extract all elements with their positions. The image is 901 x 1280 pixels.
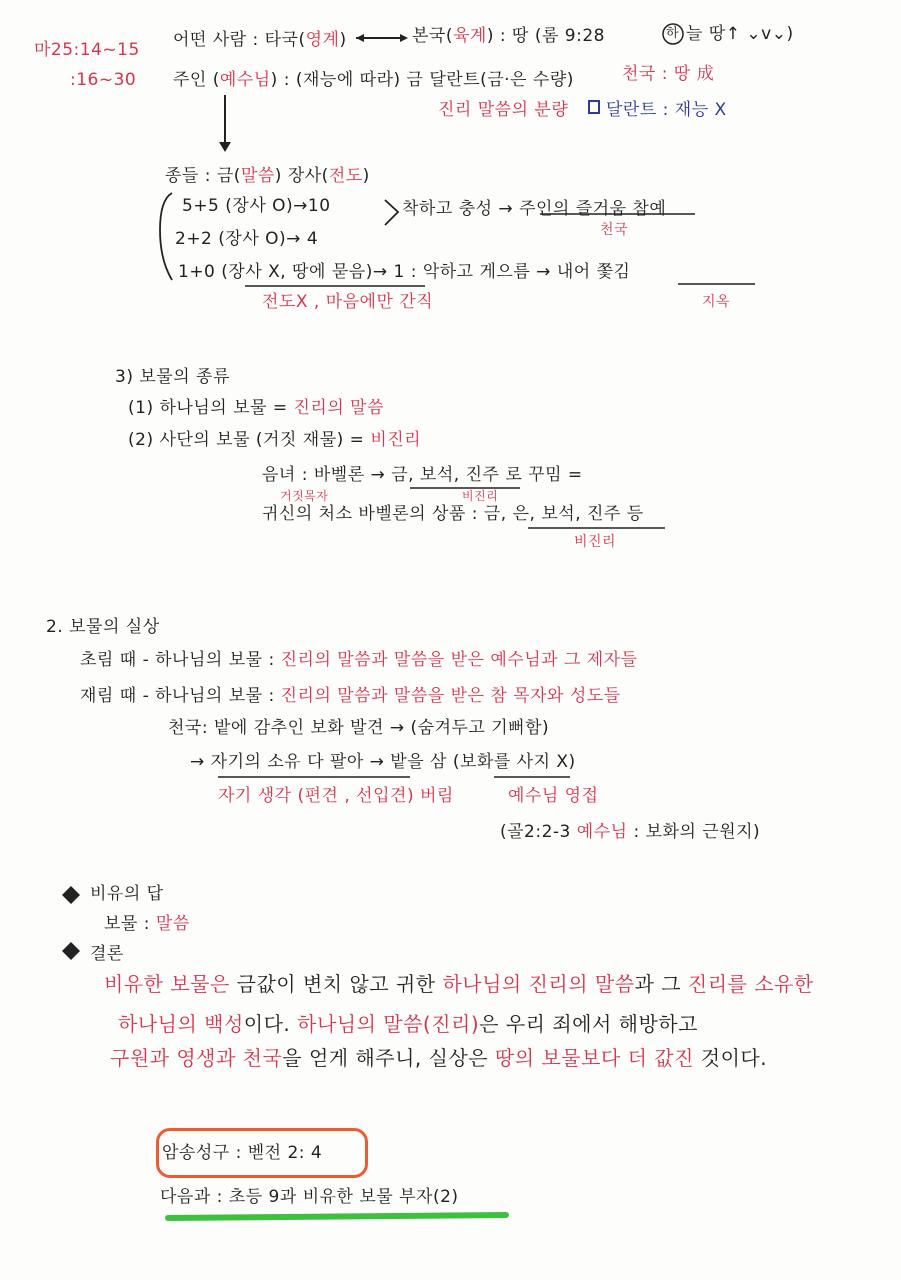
hell-label: 지옥 (702, 294, 731, 310)
talent-note: 달란트 : 재능 X (606, 100, 727, 120)
conclusion-line-3: 구원과 영생과 천국을 얻게 해주니, 실상은 땅의 보물보다 더 값진 것이다. (110, 1046, 768, 1070)
babylon-line-1: 음녀 : 바벨론 → 금, 보석, 진주 로 꾸밈 = (262, 465, 583, 485)
colossians-ref: (골2:2-3 예수님 : 보화의 근원지) (500, 822, 761, 842)
second-coming: 재림 때 - 하나님의 보물 : 진리의 말씀과 말씀을 받은 참 목자와 성도들 (80, 686, 621, 706)
line2-master: 주인 (예수님) : (재능에 따라) 금 달란트(금·은 수량) (173, 70, 574, 90)
accept-jesus: 예수님 영접 (508, 786, 599, 806)
line1-homeland: 본국(육계) : 땅 (롬 9:28 (412, 26, 605, 46)
heaven-treasure: 천국: 밭에 감추인 보화 발견 → (숨겨두고 기뻐함) (168, 718, 550, 738)
line2-heaven-earth: 천국 : 땅 成 (622, 64, 715, 84)
servant-row-3: 1+0 (장사 X, 땅에 묻음)→ 1 : 악하고 게으름 → 내어 쫓김 (178, 262, 631, 282)
babylon-line-2: 귀신의 처소 바벨론의 상품 : 금, 은, 보석, 진주 등 (262, 504, 644, 524)
conclusion-title: 결론 (90, 944, 124, 964)
conclusion-line-2: 하나님의 백성이다. 하나님의 말씀(진리)은 우리 죄에서 해방하고 (118, 1012, 698, 1036)
self-thought: 자기 생각 (편견 , 선입견) 버림 (218, 786, 454, 806)
line1-certain-man: 어떤 사람 : 타국(영계) (173, 30, 347, 50)
servants-heading: 종들 : 금(말씀) 장사(전도) (165, 166, 370, 186)
section-3-title: 3) 보물의 종류 (115, 367, 230, 387)
scripture-ref-2: :16~30 (70, 70, 137, 90)
answer-line: 보물 : 말씀 (104, 914, 190, 934)
heaven-label: 천국 (600, 222, 629, 238)
row3-note: 전도X , 마음에만 간직 (262, 292, 434, 312)
answer-title: 비유의 답 (90, 884, 164, 904)
scripture-ref-1: 마25:14~15 (34, 40, 140, 60)
sell-all: → 자기의 소유 다 팔아 → 밭을 삼 (보화를 사지 X) (190, 752, 576, 772)
servant-row-2: 2+2 (장사 O)→ 4 (175, 229, 319, 249)
untruth-label: 비진리 (574, 534, 617, 550)
treasure-satan: (2) 사단의 보물 (거짓 재물) = 비진리 (128, 430, 422, 450)
false-shepherd-note: 거짓목자 (280, 489, 329, 503)
conclusion-line-1: 비유한 보물은 금값이 변치 않고 귀한 하나님의 진리의 말씀과 그 진리를 소유한 (104, 972, 814, 996)
servant-row-1: 5+5 (장사 O)→10 (182, 196, 331, 216)
untruth-note: 비진리 (462, 489, 499, 503)
memory-verse: 암송성구 : 벧전 2: 4 (162, 1143, 323, 1163)
line1-heaven-earth: 늘 땅↑ ⌄v⌄) (686, 24, 794, 44)
truth-measure: 진리 말씀의 분량 (438, 100, 569, 120)
circled-ha: 하 (666, 26, 680, 41)
first-coming: 초림 때 - 하나님의 보물 : 진리의 말씀과 말씀을 받은 예수님과 그 제자들 (80, 650, 638, 670)
section-2-title: 2. 보물의 실상 (46, 617, 160, 637)
treasure-god: (1) 하나님의 보물 = 진리의 말씀 (128, 398, 384, 418)
good-servant: 착하고 충성 → 주인의 즐거움 참예 (402, 199, 667, 219)
next-lesson: 다음과 : 초등 9과 비유한 보물 부자(2) (160, 1187, 459, 1207)
